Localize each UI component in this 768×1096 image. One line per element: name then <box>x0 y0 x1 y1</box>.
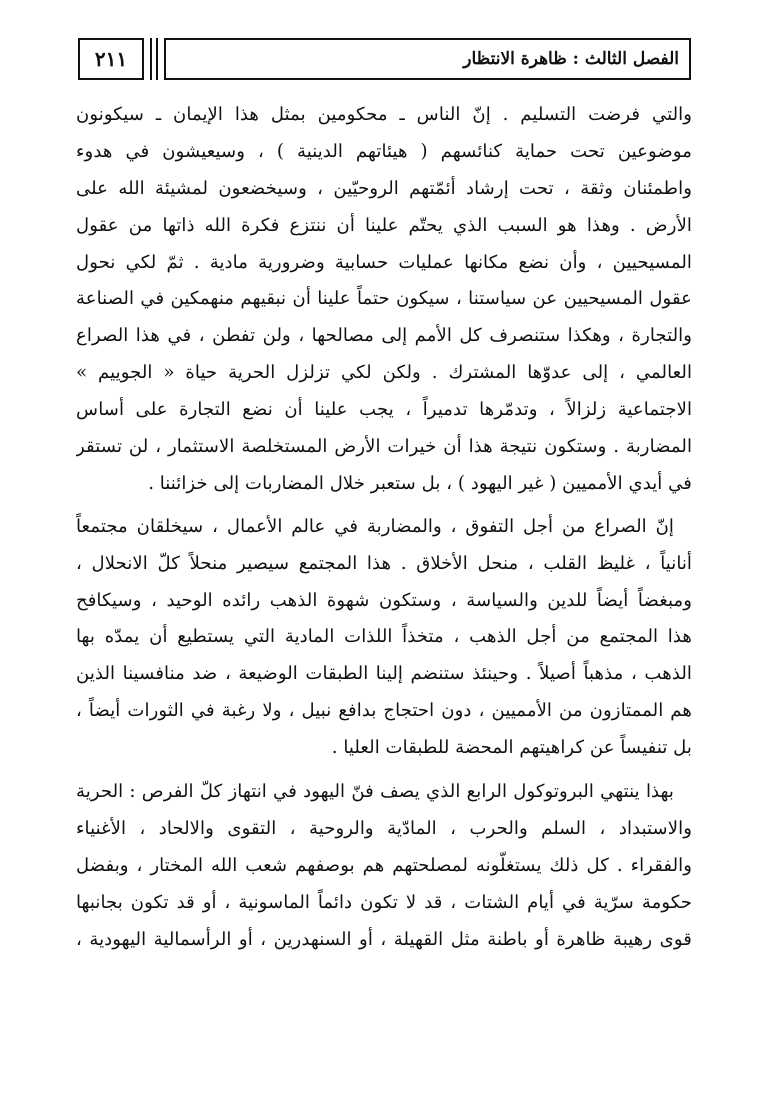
page-number: ٢١١ <box>78 38 144 80</box>
text-line: إنّ الصراع من أجل التفوق ، والمضاربة في عالم الأعمال ، سيخلقان مجتمعاً <box>76 515 674 537</box>
text-line: حكومة سرّية في أيام الشتات ، قد لا تكون دائماً الماسونية ، أو قد تكون بجانبها <box>76 891 692 913</box>
header-divider-rule <box>156 38 158 80</box>
text-line: عقول المسيحيين عن سياستنا ، سيكون حتماً علينا أن نبقيهم منهمكين في الصناعة <box>76 288 692 310</box>
text-line: واطمئنان وثقة ، تحت إرشاد أئمّتهم الروحيّين ، وسيخضعون لمشيئة الله على <box>76 177 692 199</box>
paragraph-2 <box>76 509 692 767</box>
text-line: الاجتماعية زلزالاً ، وتدمّرها تدميراً ، يجب علينا أن نضع التجارة على أساس <box>76 399 692 421</box>
text-line: والفقراء . كل ذلك يستغلّونه لمصلحتهم هم بوصفهم شعب الله المختار ، وبفضل <box>76 854 692 876</box>
text-line: والتجارة ، وهكذا ستنصرف كل الأمم إلى مصالحها ، ولن تفطن ، في هذا الصراع <box>76 325 692 347</box>
running-header <box>78 38 691 84</box>
text-line: بل تنفيساً عن كراهيتهم المحضة للطبقات العليا . <box>331 737 692 759</box>
text-line: هم الممتازون من الأمميين ، دون احتجاج بدافع نبيل ، ولا رغبة في الثورات أيضاً ، <box>76 700 692 722</box>
text-line: المسيحيين ، وأن نضع مكانها عمليات حسابية وضرورية مادية . ثمّ لكي نحول <box>76 251 692 273</box>
text-line: بهذا ينتهي البروتوكول الرابع الذي يصف فنّ اليهود في انتهاز كلّ الفرص : الحرية <box>76 781 674 803</box>
text-line: في أيدي الأمميين ( غير اليهود ) ، بل ستعبر خلال المضاربات إلى خزائننا . <box>148 472 692 494</box>
text-line: والاستبداد ، السلم والحرب ، المادّية والروحية ، التقوى والالحاد ، الأغنياء <box>76 817 692 839</box>
paragraph-3 <box>76 774 692 958</box>
text-line: أنانياً ، غليظ القلب ، منحل الأخلاق . هذا المجتمع سيصير منحلاً كلّ الانحلال ، <box>76 552 692 574</box>
chapter-title: الفصل الثالث : ظاهرة الانتظار <box>164 38 691 80</box>
text-line: الأرض . وهذا هو السبب الذي يحتّم علينا أن ننتزع فكرة الله ذاتها من عقول <box>76 214 692 236</box>
text-line: قوى رهيبة ظاهرة أو باطنة مثل القهيلة ، أو السنهدرين ، أو الرأسمالية اليهودية ، <box>76 928 692 950</box>
page-body <box>76 97 692 958</box>
text-line: الذهب ، مذهباً أصيلاً . وحينئذ ستنضم إلينا الطبقات الوضيعة ، ضد منافسينا الذين <box>76 663 692 685</box>
paragraph-1 <box>76 97 692 503</box>
header-divider-rule <box>150 38 152 80</box>
text-line: هذا المجتمع من أجل الذهب ، متخذاً اللذات المادية التي يستطيع أن يمدّه بها <box>76 626 692 648</box>
text-line: المضاربة . وستكون نتيجة هذا أن خيرات الأرض المستخلصة الاستثمار ، لن تستقر <box>76 436 692 458</box>
text-line: العالمي ، إلى عدوّها المشترك . ولكن لكي تزلزل الحرية حياة « الجوييم » <box>76 362 692 384</box>
text-line: والتي فرضت التسليم . إنّ الناس ـ محكومين بمثل هذا الإيمان ـ سيكونون <box>76 104 692 125</box>
text-line: ومبغضاً أيضاً للدين والسياسة ، وستكون شهوة الذهب رائده الوحيد ، وسيكافح <box>76 589 692 611</box>
text-line: موضوعين تحت حماية كنائسهم ( هيئاتهم الدينية ) ، وسيعيشون في هدوء <box>76 140 692 162</box>
